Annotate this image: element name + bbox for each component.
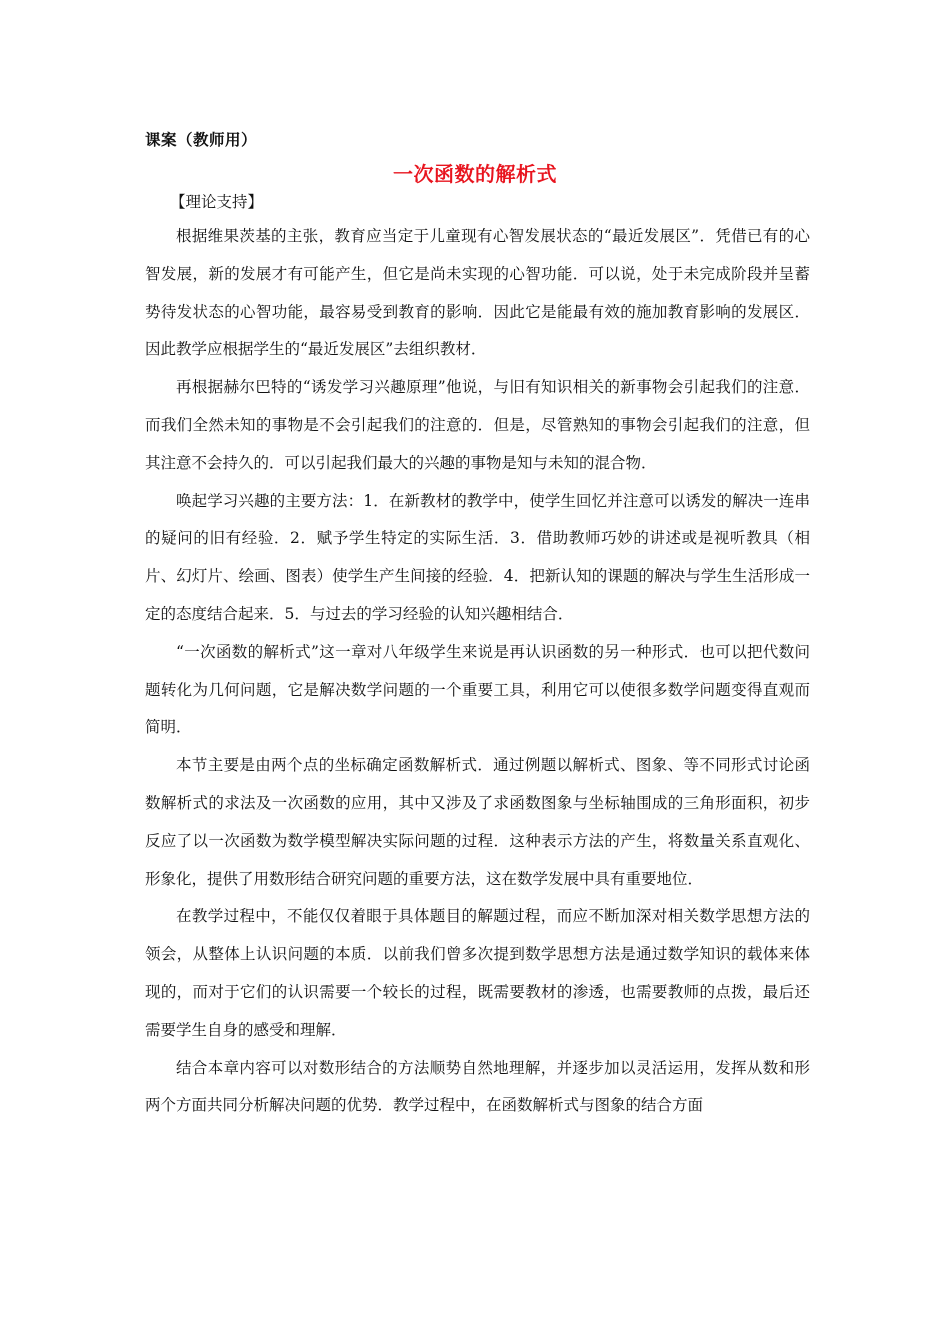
paragraph-1: 根据维果茨基的主张，教育应当定于儿童现有心智发展状态的“最近发展区”．凭借已有的心智发展，新的发展才有可能产生，但它是尚未实现的心智功能．可以说，处于未完成阶段并呈蓄势待发状态的心智功能，最容易受到教育的影响．因此它是能最有效的施加教育影响的发展区．因此教学应根据学生的“最近发展区”去组织教材． <box>145 227 810 359</box>
paragraph-3: 唤起学习兴趣的主要方法：1．在新教材的教学中，使学生回忆并注意可以诱发的解决一连串的疑问的旧有经验．2．赋予学生特定的实际生活．3．借助教师巧妙的讲述或是视听教具（相片、幻灯片、绘画、图表）使学生产生间接的经验．4．把新认知的课题的解决与学生生活形成一定的态度结合起来．5．与过去的学习经验的认知兴趣相结合． <box>145 491 810 623</box>
paragraph-6: 在教学过程中，不能仅仅着眼于具体题目的解题过程，而应不断加深对相关数学思想方法的领会，从整体上认识问题的本质．以前我们曾多次提到数学思想方法是通过数学知识的载体来体现的，而对于它们的认识需要一个较长的过程，既需要教材的渗透，也需要教师的点拨，最后还需要学生自身的感受和理解． <box>145 907 810 1039</box>
paragraph-4: “一次函数的解析式”这一章对八年级学生来说是再认识函数的另一种形式．也可以把代数问题转化为几何问题，它是解决数学问题的一个重要工具，利用它可以使很多数学问题变得直观而简明． <box>145 642 810 737</box>
paragraph-2: 再根据赫尔巴特的“诱发学习兴趣原理”他说，与旧有知识相关的新事物会引起我们的注意．而我们全然未知的事物是不会引起我们的注意的．但是，尽管熟知的事物会引起我们的注意，但其注意不会持久的．可以引起我们最大的兴趣的事物是知与未知的混合物． <box>145 378 810 472</box>
section-heading: 【理论支持】 <box>170 193 264 211</box>
document-title: 一次函数的解析式 <box>393 162 557 186</box>
paragraph-7: 结合本章内容可以对数形结合的方法顺势自然地理解，并逐步加以灵活运用，发挥从数和形两个方面共同分析解决问题的优势．教学过程中，在函数解析式与图象的结合方面 <box>145 1058 810 1115</box>
document-label: 课案（教师用） <box>145 130 258 149</box>
paragraph-5: 本节主要是由两个点的坐标确定函数解析式．通过例题以解析式、图象、等不同形式讨论函数解析式的求法及一次函数的应用，其中又涉及了求函数图象与坐标轴围成的三角形面积，初步反应了以一次函数为数学模型解决实际问题的过程．这种表示方法的产生，将数量关系直观化、形象化，提供了用数形结合研究问题的重要方法，这在数学发展中具有重要地位． <box>145 756 810 888</box>
body-text <box>145 218 810 1125</box>
